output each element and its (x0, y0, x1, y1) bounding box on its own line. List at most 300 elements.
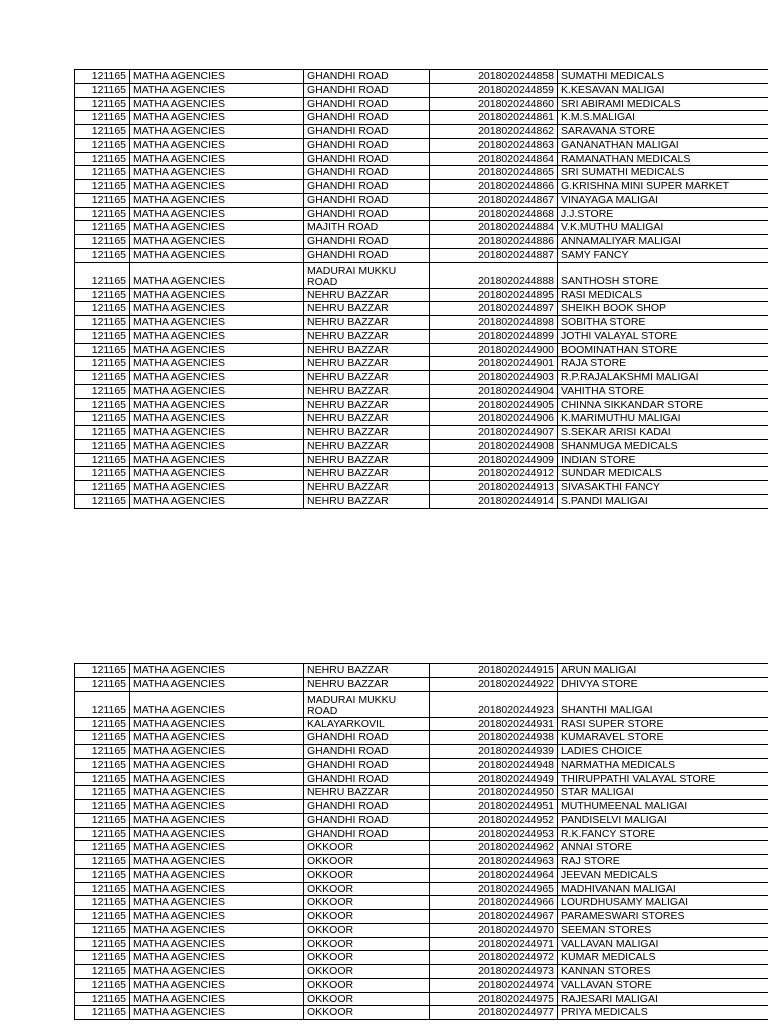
bill-number-cell: 2018020244864 (430, 152, 558, 166)
bill-number-cell: 2018020244903 (430, 371, 558, 385)
shop-name-cell: MUTHUMEENAL MALIGAI (558, 800, 768, 814)
area-cell: MADURAI MUKKU ROAD (304, 262, 430, 288)
bill-number-cell: 2018020244909 (430, 453, 558, 467)
area-cell: GHANDHI ROAD (304, 813, 430, 827)
table-row (75, 426, 768, 440)
agency-name-cell: MATHA AGENCIES (130, 221, 304, 235)
dealer-code-cell: 121165 (75, 813, 130, 827)
shop-name-cell: GANANATHAN MALIGAI (558, 138, 768, 152)
shop-name-cell: LOURDHUSAMY MALIGAI (558, 896, 768, 910)
area-cell: GHANDHI ROAD (304, 248, 430, 262)
dealer-code-cell: 121165 (75, 882, 130, 896)
bill-number-cell: 2018020244858 (430, 70, 558, 84)
table-row (75, 166, 768, 180)
bill-number-cell: 2018020244962 (430, 841, 558, 855)
agency-name-cell: MATHA AGENCIES (130, 166, 304, 180)
agency-name-cell: MATHA AGENCIES (130, 691, 304, 717)
agency-name-cell: MATHA AGENCIES (130, 758, 304, 772)
dealer-code-cell: 121165 (75, 855, 130, 869)
shop-name-cell: G.KRISHNA MINI SUPER MARKET (558, 180, 768, 194)
dealer-code-cell: 121165 (75, 235, 130, 249)
agency-name-cell: MATHA AGENCIES (130, 978, 304, 992)
area-cell: NEHRU BAZZAR (304, 316, 430, 330)
area-cell: NEHRU BAZZAR (304, 677, 430, 691)
shop-name-cell: RAMANATHAN MEDICALS (558, 152, 768, 166)
area-cell: GHANDHI ROAD (304, 152, 430, 166)
area-cell: KALAYARKOVIL (304, 717, 430, 731)
shop-name-cell: LADIES CHOICE (558, 745, 768, 759)
dealer-code-cell: 121165 (75, 467, 130, 481)
bill-number-cell: 2018020244966 (430, 896, 558, 910)
dealer-code-cell: 121165 (75, 841, 130, 855)
dealer-code-cell: 121165 (75, 70, 130, 84)
bill-number-cell: 2018020244931 (430, 717, 558, 731)
area-cell: NEHRU BAZZAR (304, 481, 430, 495)
agency-name-cell: MATHA AGENCIES (130, 800, 304, 814)
area-cell: GHANDHI ROAD (304, 235, 430, 249)
shop-name-cell: RASI MEDICALS (558, 288, 768, 302)
bill-number-cell: 2018020244906 (430, 412, 558, 426)
shop-name-cell: ARUN MALIGAI (558, 664, 768, 678)
bill-number-cell: 2018020244939 (430, 745, 558, 759)
area-cell: OKKOOR (304, 937, 430, 951)
agency-name-cell: MATHA AGENCIES (130, 494, 304, 508)
dealer-code-cell: 121165 (75, 937, 130, 951)
bill-number-cell: 2018020244971 (430, 937, 558, 951)
area-cell: GHANDHI ROAD (304, 731, 430, 745)
bill-number-cell: 2018020244913 (430, 481, 558, 495)
area-cell: OKKOOR (304, 951, 430, 965)
table-row (75, 855, 768, 869)
bill-number-cell: 2018020244900 (430, 343, 558, 357)
table-row (75, 827, 768, 841)
agency-name-cell: MATHA AGENCIES (130, 992, 304, 1006)
dealer-code-cell: 121165 (75, 329, 130, 343)
shop-name-cell: VALLAVAN MALIGAI (558, 937, 768, 951)
agency-name-cell: MATHA AGENCIES (130, 125, 304, 139)
agency-name-cell: MATHA AGENCIES (130, 772, 304, 786)
dealer-code-cell: 121165 (75, 439, 130, 453)
shop-name-cell: PRIYA MEDICALS (558, 1006, 768, 1020)
area-cell: NEHRU BAZZAR (304, 664, 430, 678)
table-row (75, 97, 768, 111)
dealer-code-cell: 121165 (75, 357, 130, 371)
area-cell: NEHRU BAZZAR (304, 343, 430, 357)
dealer-code-cell: 121165 (75, 1006, 130, 1020)
dealer-code-cell: 121165 (75, 125, 130, 139)
dealer-code-cell: 121165 (75, 691, 130, 717)
area-cell: OKKOOR (304, 896, 430, 910)
table-row (75, 70, 768, 84)
bill-number-cell: 2018020244973 (430, 965, 558, 979)
area-cell: MAJITH ROAD (304, 221, 430, 235)
shop-name-cell: R.K.FANCY STORE (558, 827, 768, 841)
bill-number-cell: 2018020244965 (430, 882, 558, 896)
table-row (75, 371, 768, 385)
dealer-code-cell: 121165 (75, 800, 130, 814)
bill-number-cell: 2018020244950 (430, 786, 558, 800)
table-row (75, 745, 768, 759)
shop-name-cell: J.J.STORE (558, 207, 768, 221)
dealer-code-cell: 121165 (75, 910, 130, 924)
shop-name-cell: SRI ABIRAMI MEDICALS (558, 97, 768, 111)
area-cell: OKKOOR (304, 978, 430, 992)
shop-name-cell: RASI SUPER STORE (558, 717, 768, 731)
dealer-table-2 (74, 663, 768, 1020)
table-row (75, 288, 768, 302)
bill-number-cell: 2018020244861 (430, 111, 558, 125)
area-cell: GHANDHI ROAD (304, 125, 430, 139)
shop-name-cell: SARAVANA STORE (558, 125, 768, 139)
bill-number-cell: 2018020244922 (430, 677, 558, 691)
bill-number-cell: 2018020244888 (430, 262, 558, 288)
table-row (75, 494, 768, 508)
shop-name-cell: VINAYAGA MALIGAI (558, 193, 768, 207)
bill-number-cell: 2018020244901 (430, 357, 558, 371)
agency-name-cell: MATHA AGENCIES (130, 138, 304, 152)
bill-number-cell: 2018020244952 (430, 813, 558, 827)
table-row (75, 125, 768, 139)
agency-name-cell: MATHA AGENCIES (130, 453, 304, 467)
shop-name-cell: V.K.MUTHU MALIGAI (558, 221, 768, 235)
dealer-code-cell: 121165 (75, 207, 130, 221)
shop-name-cell: KANNAN STORES (558, 965, 768, 979)
agency-name-cell: MATHA AGENCIES (130, 467, 304, 481)
agency-name-cell: MATHA AGENCIES (130, 813, 304, 827)
area-cell: GHANDHI ROAD (304, 180, 430, 194)
table-row (75, 329, 768, 343)
table-row (75, 937, 768, 951)
table-row (75, 664, 768, 678)
area-cell: OKKOOR (304, 923, 430, 937)
dealer-table-1 (74, 69, 768, 509)
area-cell: OKKOOR (304, 992, 430, 1006)
dealer-code-cell: 121165 (75, 426, 130, 440)
area-cell: OKKOOR (304, 910, 430, 924)
dealer-code-cell: 121165 (75, 868, 130, 882)
dealer-code-cell: 121165 (75, 978, 130, 992)
agency-name-cell: MATHA AGENCIES (130, 896, 304, 910)
agency-name-cell: MATHA AGENCIES (130, 1006, 304, 1020)
dealer-code-cell: 121165 (75, 731, 130, 745)
dealer-code-cell: 121165 (75, 745, 130, 759)
dealer-code-cell: 121165 (75, 302, 130, 316)
area-cell: GHANDHI ROAD (304, 70, 430, 84)
agency-name-cell: MATHA AGENCIES (130, 855, 304, 869)
shop-name-cell: SAMY FANCY (558, 248, 768, 262)
area-cell: NEHRU BAZZAR (304, 439, 430, 453)
table-row (75, 83, 768, 97)
agency-name-cell: MATHA AGENCIES (130, 302, 304, 316)
dealer-code-cell: 121165 (75, 412, 130, 426)
table-row (75, 193, 768, 207)
bill-number-cell: 2018020244963 (430, 855, 558, 869)
agency-name-cell: MATHA AGENCIES (130, 288, 304, 302)
area-cell: NEHRU BAZZAR (304, 371, 430, 385)
area-cell: NEHRU BAZZAR (304, 786, 430, 800)
dealer-code-cell: 121165 (75, 166, 130, 180)
table-row (75, 235, 768, 249)
area-cell: NEHRU BAZZAR (304, 426, 430, 440)
area-cell: MADURAI MUKKU ROAD (304, 691, 430, 717)
shop-name-cell: BOOMINATHAN STORE (558, 343, 768, 357)
agency-name-cell: MATHA AGENCIES (130, 357, 304, 371)
area-cell: GHANDHI ROAD (304, 207, 430, 221)
agency-name-cell: MATHA AGENCIES (130, 371, 304, 385)
shop-name-cell: K.KESAVAN MALIGAI (558, 83, 768, 97)
bill-number-cell: 2018020244948 (430, 758, 558, 772)
table-row (75, 207, 768, 221)
agency-name-cell: MATHA AGENCIES (130, 868, 304, 882)
dealer-code-cell: 121165 (75, 221, 130, 235)
bill-number-cell: 2018020244907 (430, 426, 558, 440)
dealer-code-cell: 121165 (75, 288, 130, 302)
dealer-code-cell: 121165 (75, 923, 130, 937)
table-row (75, 262, 768, 288)
bill-number-cell: 2018020244867 (430, 193, 558, 207)
table-row (75, 316, 768, 330)
agency-name-cell: MATHA AGENCIES (130, 786, 304, 800)
shop-name-cell: ANNAI STORE (558, 841, 768, 855)
area-cell: NEHRU BAZZAR (304, 357, 430, 371)
bill-number-cell: 2018020244886 (430, 235, 558, 249)
table-row (75, 731, 768, 745)
dealer-code-cell: 121165 (75, 248, 130, 262)
shop-name-cell: S.PANDI MALIGAI (558, 494, 768, 508)
table-row (75, 800, 768, 814)
dealer-code-cell: 121165 (75, 111, 130, 125)
bill-number-cell: 2018020244899 (430, 329, 558, 343)
bill-number-cell: 2018020244974 (430, 978, 558, 992)
shop-name-cell: SUNDAR MEDICALS (558, 467, 768, 481)
table-row (75, 910, 768, 924)
area-cell: OKKOOR (304, 841, 430, 855)
shop-name-cell: SHANTHI MALIGAI (558, 691, 768, 717)
bill-number-cell: 2018020244905 (430, 398, 558, 412)
bill-number-cell: 2018020244868 (430, 207, 558, 221)
shop-name-cell: SANTHOSH STORE (558, 262, 768, 288)
table-row (75, 965, 768, 979)
table-row (75, 412, 768, 426)
agency-name-cell: MATHA AGENCIES (130, 731, 304, 745)
area-cell: OKKOOR (304, 965, 430, 979)
dealer-code-cell: 121165 (75, 827, 130, 841)
agency-name-cell: MATHA AGENCIES (130, 316, 304, 330)
area-cell: NEHRU BAZZAR (304, 453, 430, 467)
dealer-code-cell: 121165 (75, 965, 130, 979)
table-row (75, 111, 768, 125)
agency-name-cell: MATHA AGENCIES (130, 235, 304, 249)
bill-number-cell: 2018020244914 (430, 494, 558, 508)
table-row (75, 221, 768, 235)
bill-number-cell: 2018020244923 (430, 691, 558, 717)
shop-name-cell: DHIVYA STORE (558, 677, 768, 691)
shop-name-cell: INDIAN STORE (558, 453, 768, 467)
shop-name-cell: ANNAMALIYAR MALIGAI (558, 235, 768, 249)
table-row (75, 481, 768, 495)
dealer-code-cell: 121165 (75, 481, 130, 495)
dealer-code-cell: 121165 (75, 677, 130, 691)
bill-number-cell: 2018020244970 (430, 923, 558, 937)
table-row (75, 1006, 768, 1020)
bill-number-cell: 2018020244967 (430, 910, 558, 924)
bill-number-cell: 2018020244908 (430, 439, 558, 453)
area-cell: GHANDHI ROAD (304, 111, 430, 125)
bill-number-cell: 2018020244949 (430, 772, 558, 786)
bill-number-cell: 2018020244860 (430, 97, 558, 111)
shop-name-cell: K.MARIMUTHU MALIGAI (558, 412, 768, 426)
area-cell: NEHRU BAZZAR (304, 494, 430, 508)
shop-name-cell: MADHIVANAN MALIGAI (558, 882, 768, 896)
dealer-code-cell: 121165 (75, 97, 130, 111)
shop-name-cell: SHEIKH BOOK SHOP (558, 302, 768, 316)
area-cell: GHANDHI ROAD (304, 758, 430, 772)
agency-name-cell: MATHA AGENCIES (130, 745, 304, 759)
table-row (75, 868, 768, 882)
dealer-code-cell: 121165 (75, 384, 130, 398)
shop-name-cell: K.M.S.MALIGAI (558, 111, 768, 125)
area-cell: OKKOOR (304, 882, 430, 896)
table-row (75, 772, 768, 786)
bill-number-cell: 2018020244964 (430, 868, 558, 882)
dealer-code-cell: 121165 (75, 138, 130, 152)
agency-name-cell: MATHA AGENCIES (130, 439, 304, 453)
shop-name-cell: THIRUPPATHI VALAYAL STORE (558, 772, 768, 786)
bill-number-cell: 2018020244915 (430, 664, 558, 678)
shop-name-cell: VAHITHA STORE (558, 384, 768, 398)
shop-name-cell: KUMAR MEDICALS (558, 951, 768, 965)
bill-number-cell: 2018020244862 (430, 125, 558, 139)
table-row (75, 302, 768, 316)
agency-name-cell: MATHA AGENCIES (130, 664, 304, 678)
area-cell: NEHRU BAZZAR (304, 384, 430, 398)
table-row (75, 343, 768, 357)
shop-name-cell: SRI SUMATHI MEDICALS (558, 166, 768, 180)
table-row (75, 992, 768, 1006)
table-row (75, 453, 768, 467)
agency-name-cell: MATHA AGENCIES (130, 841, 304, 855)
table-row (75, 384, 768, 398)
area-cell: OKKOOR (304, 855, 430, 869)
bill-number-cell: 2018020244884 (430, 221, 558, 235)
table-row (75, 813, 768, 827)
bill-number-cell: 2018020244975 (430, 992, 558, 1006)
shop-name-cell: PARAMESWARI STORES (558, 910, 768, 924)
shop-name-cell: R.P.RAJALAKSHMI MALIGAI (558, 371, 768, 385)
agency-name-cell: MATHA AGENCIES (130, 384, 304, 398)
agency-name-cell: MATHA AGENCIES (130, 426, 304, 440)
agency-name-cell: MATHA AGENCIES (130, 717, 304, 731)
table-row (75, 152, 768, 166)
agency-name-cell: MATHA AGENCIES (130, 937, 304, 951)
shop-name-cell: JOTHI VALAYAL STORE (558, 329, 768, 343)
area-cell: GHANDHI ROAD (304, 772, 430, 786)
table-row (75, 180, 768, 194)
area-cell: GHANDHI ROAD (304, 800, 430, 814)
area-cell: GHANDHI ROAD (304, 83, 430, 97)
dealer-code-cell: 121165 (75, 398, 130, 412)
bill-number-cell: 2018020244912 (430, 467, 558, 481)
bill-number-cell: 2018020244904 (430, 384, 558, 398)
agency-name-cell: MATHA AGENCIES (130, 180, 304, 194)
dealer-code-cell: 121165 (75, 664, 130, 678)
dealer-code-cell: 121165 (75, 453, 130, 467)
table-row (75, 439, 768, 453)
dealer-code-cell: 121165 (75, 992, 130, 1006)
dealer-code-cell: 121165 (75, 193, 130, 207)
agency-name-cell: MATHA AGENCIES (130, 343, 304, 357)
agency-name-cell: MATHA AGENCIES (130, 83, 304, 97)
bill-number-cell: 2018020244887 (430, 248, 558, 262)
agency-name-cell: MATHA AGENCIES (130, 193, 304, 207)
bill-number-cell: 2018020244953 (430, 827, 558, 841)
table-row (75, 841, 768, 855)
table-row (75, 248, 768, 262)
agency-name-cell: MATHA AGENCIES (130, 882, 304, 896)
agency-name-cell: MATHA AGENCIES (130, 207, 304, 221)
bill-number-cell: 2018020244866 (430, 180, 558, 194)
area-cell: NEHRU BAZZAR (304, 467, 430, 481)
table-row (75, 691, 768, 717)
shop-name-cell: CHINNA SIKKANDAR STORE (558, 398, 768, 412)
agency-name-cell: MATHA AGENCIES (130, 70, 304, 84)
area-cell: NEHRU BAZZAR (304, 398, 430, 412)
table-row (75, 357, 768, 371)
table-row (75, 786, 768, 800)
shop-name-cell: VALLAVAN STORE (558, 978, 768, 992)
agency-name-cell: MATHA AGENCIES (130, 412, 304, 426)
area-cell: GHANDHI ROAD (304, 138, 430, 152)
table-row (75, 717, 768, 731)
bill-number-cell: 2018020244951 (430, 800, 558, 814)
area-cell: GHANDHI ROAD (304, 827, 430, 841)
dealer-code-cell: 121165 (75, 371, 130, 385)
dealer-code-cell: 121165 (75, 758, 130, 772)
bill-number-cell: 2018020244938 (430, 731, 558, 745)
shop-name-cell: JEEVAN MEDICALS (558, 868, 768, 882)
dealer-code-cell: 121165 (75, 180, 130, 194)
shop-name-cell: KUMARAVEL STORE (558, 731, 768, 745)
bill-number-cell: 2018020244863 (430, 138, 558, 152)
agency-name-cell: MATHA AGENCIES (130, 248, 304, 262)
agency-name-cell: MATHA AGENCIES (130, 111, 304, 125)
shop-name-cell: RAJ STORE (558, 855, 768, 869)
shop-name-cell: SEEMAN STORES (558, 923, 768, 937)
area-cell: GHANDHI ROAD (304, 193, 430, 207)
shop-name-cell: SUMATHI MEDICALS (558, 70, 768, 84)
bill-number-cell: 2018020244898 (430, 316, 558, 330)
dealer-code-cell: 121165 (75, 494, 130, 508)
area-cell: GHANDHI ROAD (304, 166, 430, 180)
table-row (75, 923, 768, 937)
shop-name-cell: SHANMUGA MEDICALS (558, 439, 768, 453)
dealer-code-cell: 121165 (75, 316, 130, 330)
table-row (75, 677, 768, 691)
shop-name-cell: RAJESARI MALIGAI (558, 992, 768, 1006)
bill-number-cell: 2018020244897 (430, 302, 558, 316)
dealer-code-cell: 121165 (75, 896, 130, 910)
agency-name-cell: MATHA AGENCIES (130, 965, 304, 979)
shop-name-cell: RAJA STORE (558, 357, 768, 371)
bill-number-cell: 2018020244977 (430, 1006, 558, 1020)
agency-name-cell: MATHA AGENCIES (130, 398, 304, 412)
shop-name-cell: PANDISELVI MALIGAI (558, 813, 768, 827)
agency-name-cell: MATHA AGENCIES (130, 481, 304, 495)
dealer-code-cell: 121165 (75, 152, 130, 166)
agency-name-cell: MATHA AGENCIES (130, 827, 304, 841)
dealer-code-cell: 121165 (75, 343, 130, 357)
bill-number-cell: 2018020244972 (430, 951, 558, 965)
